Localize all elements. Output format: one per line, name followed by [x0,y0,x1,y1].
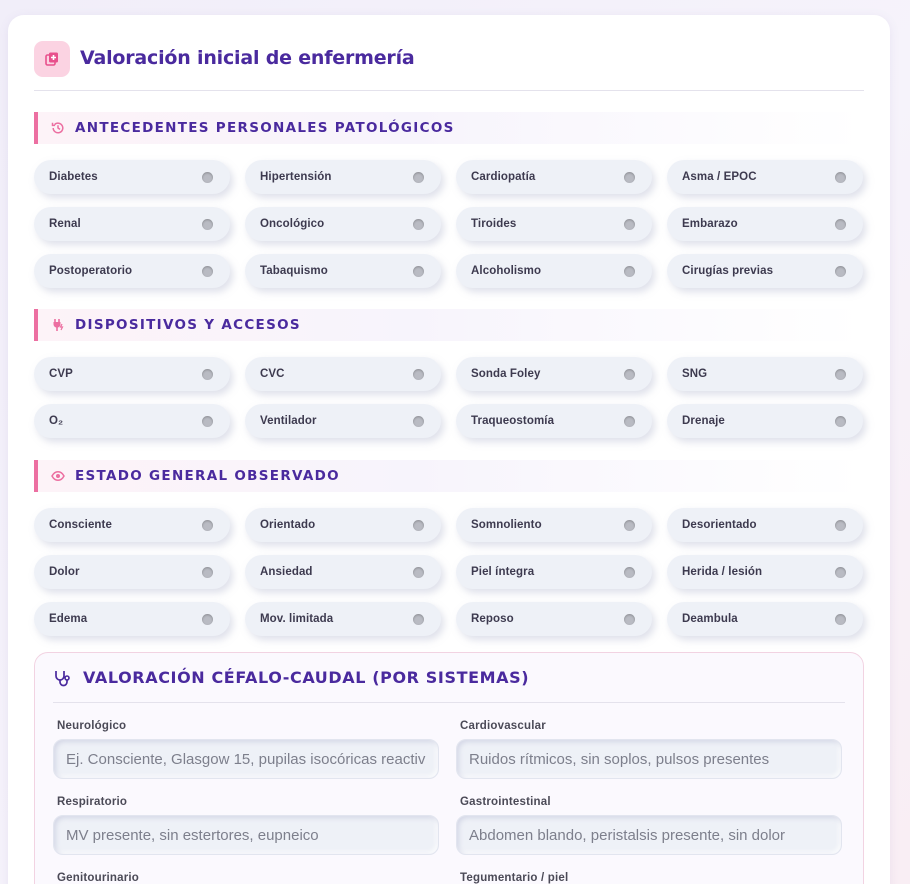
field-label: Cardiovascular [460,720,546,732]
toggle-label: O₂ [49,415,64,427]
toggle-tiroides[interactable] [456,207,652,241]
section-header-antecedentes [34,112,864,144]
toggle-label: Postoperatorio [49,265,133,277]
toggle-ansiedad[interactable] [245,555,441,589]
toggle-label: Diabetes [49,171,98,183]
section-title: DISPOSITIVOS Y ACCESOS [75,317,301,333]
toggle-indicator [835,614,846,625]
field-gastrointestinal [456,796,842,855]
toggle-indicator [202,567,213,578]
toggle-indicator [835,219,846,230]
field-genitourinario [53,872,439,884]
toggle-asma-epoc[interactable] [667,160,863,194]
toggle-indicator [624,416,635,427]
toggle-mov-limitada[interactable] [245,602,441,636]
toggle-consciente[interactable] [34,508,230,542]
toggle-indicator [202,369,213,380]
toggle-indicator [624,520,635,531]
eye-icon [50,468,66,484]
toggle-indicator [202,520,213,531]
toggle-drenaje[interactable] [667,404,863,438]
toggle-indicator [624,172,635,183]
toggle-label: Orientado [260,519,316,531]
toggle-embarazo[interactable] [667,207,863,241]
toggle-indicator [413,567,424,578]
toggle-tabaquismo[interactable] [245,254,441,288]
toggle-hipertension[interactable] [245,160,441,194]
section-title: ESTADO GENERAL OBSERVADO [75,468,340,484]
section-header-estado-general [34,460,864,492]
toggle-indicator [835,416,846,427]
toggle-label: Piel íntegra [471,566,535,578]
systems-title: VALORACIÓN CÉFALO-CAUDAL (POR SISTEMAS) [83,668,530,687]
toggle-indicator [624,266,635,277]
toggle-label: Oncológico [260,218,325,230]
toggle-indicator [413,520,424,531]
toggle-label: Deambula [682,613,738,625]
toggle-indicator [202,266,213,277]
toggle-label: Renal [49,218,81,230]
toggle-label: Consciente [49,519,112,531]
toggle-label: Asma / EPOC [682,171,757,183]
estado-general-toggle-grid [34,508,864,636]
systems-assessment-panel [34,652,864,884]
toggle-traqueostomia[interactable] [456,404,652,438]
toggle-label: Somnoliento [471,519,542,531]
toggle-piel-integra[interactable] [456,555,652,589]
field-label: Genitourinario [57,872,140,884]
toggle-label: Ansiedad [260,566,313,578]
toggle-label: Edema [49,613,88,625]
toggle-sng[interactable] [667,357,863,391]
toggle-alcoholismo[interactable] [456,254,652,288]
toggle-somnoliento[interactable] [456,508,652,542]
toggle-label: Reposo [471,613,514,625]
toggle-postoperatorio[interactable] [34,254,230,288]
neurologico-input[interactable] [53,739,439,779]
section-header-dispositivos [34,309,864,341]
toggle-indicator [413,219,424,230]
antecedentes-toggle-grid [34,160,864,288]
toggle-indicator [413,369,424,380]
toggle-label: Sonda Foley [471,368,541,380]
toggle-herida-lesion[interactable] [667,555,863,589]
toggle-label: Herida / lesión [682,566,763,578]
toggle-label: Alcoholismo [471,265,542,277]
toggle-indicator [835,520,846,531]
field-label: Neurológico [57,720,127,732]
toggle-indicator [835,567,846,578]
toggle-indicator [413,266,424,277]
toggle-label: Ventilador [260,415,317,427]
toggle-renal[interactable] [34,207,230,241]
toggle-reposo[interactable] [456,602,652,636]
toggle-label: Cirugías previas [682,265,774,277]
toggle-label: Embarazo [682,218,738,230]
toggle-label: Mov. limitada [260,613,334,625]
toggle-orientado[interactable] [245,508,441,542]
field-cardiovascular [456,720,842,779]
toggle-label: Traqueostomía [471,415,555,427]
toggle-indicator [202,614,213,625]
toggle-label: Drenaje [682,415,725,427]
toggle-indicator [835,172,846,183]
section-title: ANTECEDENTES PERSONALES PATOLÓGICOS [75,120,455,136]
toggle-ventilador[interactable] [245,404,441,438]
dispositivos-toggle-grid [34,357,864,438]
assessment-card [8,15,890,884]
toggle-indicator [624,614,635,625]
toggle-label: CVP [49,368,73,380]
field-respiratorio [53,796,439,855]
toggle-indicator [624,369,635,380]
toggle-dolor[interactable] [34,555,230,589]
page-title: Valoración inicial de enfermería [80,47,415,69]
toggle-cirugias-previas[interactable] [667,254,863,288]
plug-icon [50,317,66,333]
systems-header [53,653,845,703]
toggle-label: SNG [682,368,708,380]
toggle-indicator [624,219,635,230]
field-tegumentario [456,872,842,884]
toggle-label: Dolor [49,566,80,578]
toggle-cardiopatia[interactable] [456,160,652,194]
toggle-indicator [835,369,846,380]
toggle-label: Tiroides [471,218,517,230]
toggle-cvc[interactable] [245,357,441,391]
toggle-oxigeno[interactable] [34,404,230,438]
toggle-indicator [413,172,424,183]
toggle-label: Desorientado [682,519,757,531]
field-label: Respiratorio [57,796,128,808]
field-label: Tegumentario / piel [460,872,569,884]
toggle-label: Cardiopatía [471,171,536,183]
toggle-indicator [624,567,635,578]
toggle-indicator [835,266,846,277]
toggle-label: CVC [260,368,285,380]
cardiovascular-input[interactable] [456,739,842,779]
toggle-edema[interactable] [34,602,230,636]
toggle-indicator [413,416,424,427]
toggle-indicator [413,614,424,625]
toggle-indicator [202,172,213,183]
toggle-indicator [202,219,213,230]
toggle-indicator [202,416,213,427]
toggle-deambula[interactable] [667,602,863,636]
gastrointestinal-input[interactable] [456,815,842,855]
toggle-cvp[interactable] [34,357,230,391]
toggle-label: Tabaquismo [260,265,328,277]
field-neurologico [53,720,439,779]
card-header [34,41,864,91]
field-label: Gastrointestinal [460,796,551,808]
history-icon [50,120,66,136]
toggle-desorientado[interactable] [667,508,863,542]
toggle-sonda-foley[interactable] [456,357,652,391]
toggle-diabetes[interactable] [34,160,230,194]
stethoscope-icon [53,668,73,688]
respiratorio-input[interactable] [53,815,439,855]
toggle-oncologico[interactable] [245,207,441,241]
toggle-label: Hipertensión [260,171,332,183]
notes-medical-icon [34,41,70,77]
